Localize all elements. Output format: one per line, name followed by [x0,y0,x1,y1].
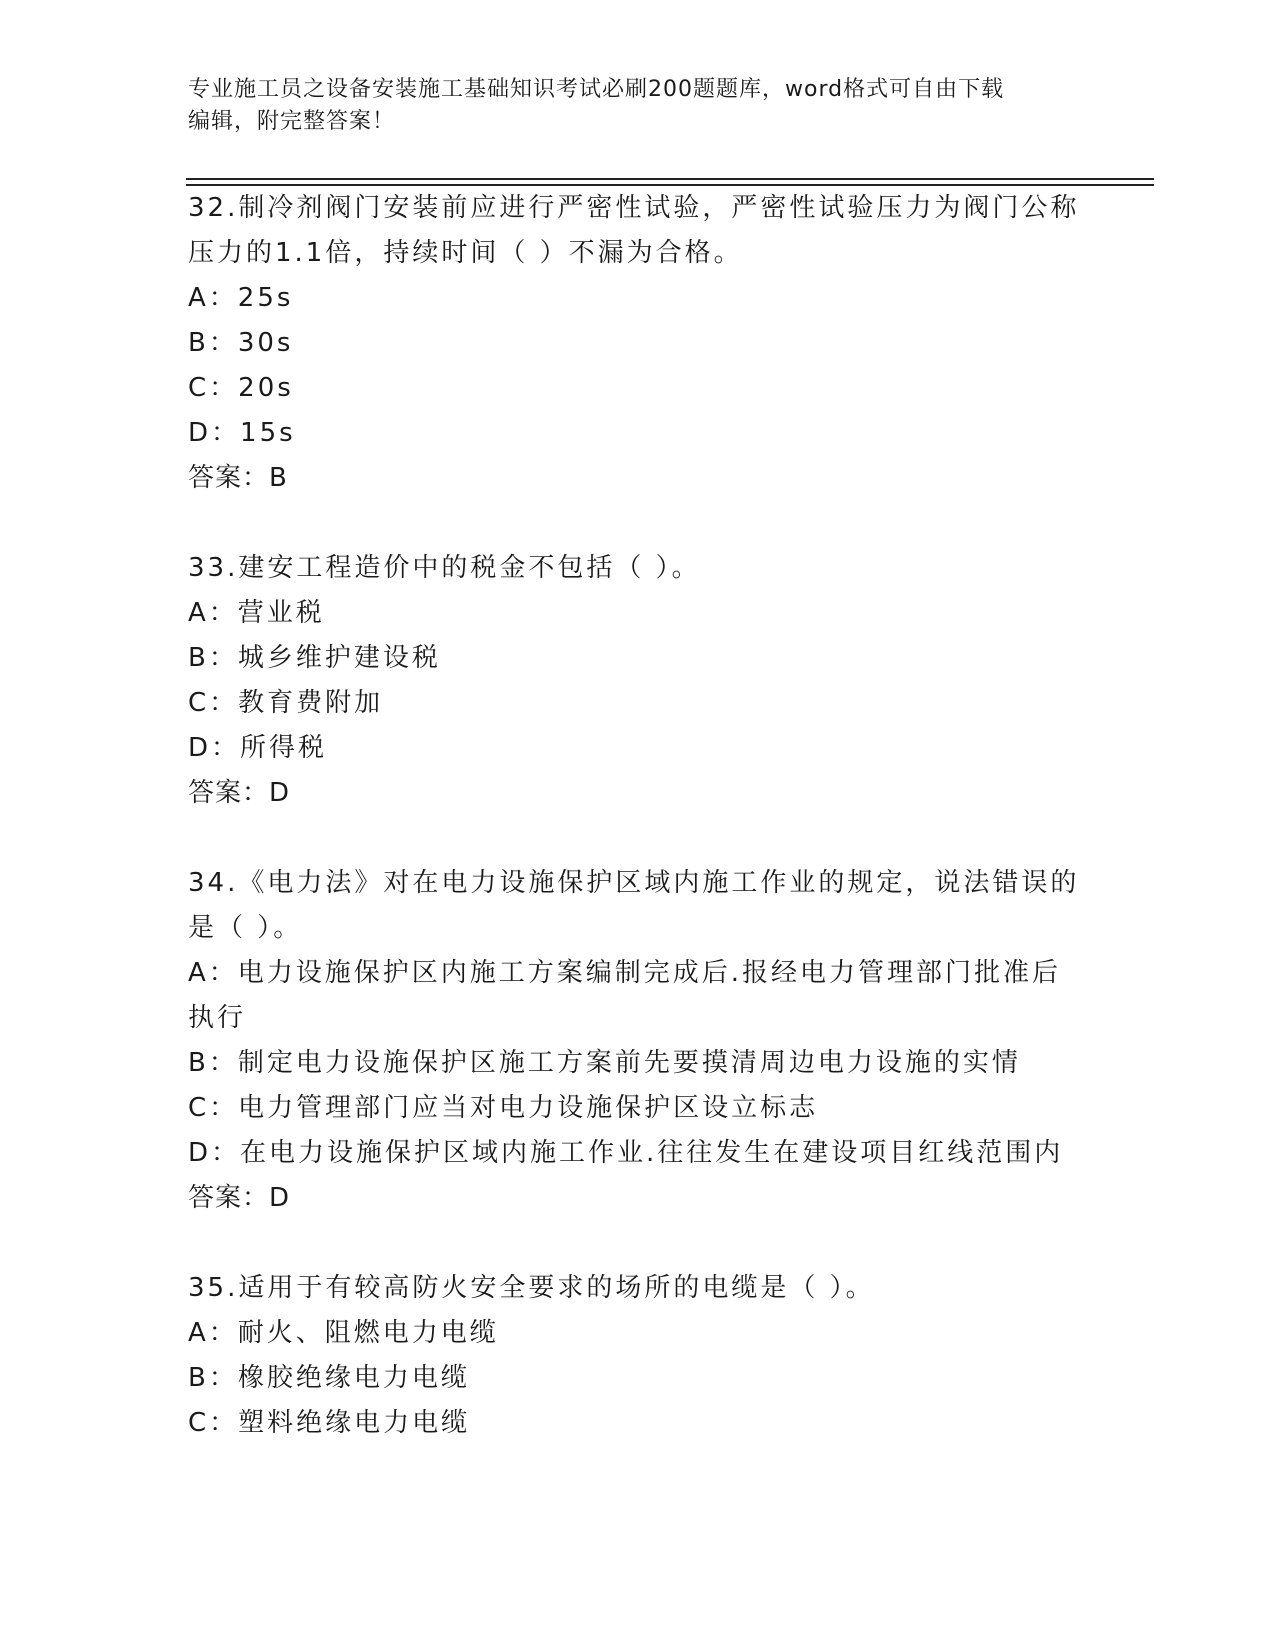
option-c: C：教育费附加 [188,688,384,718]
option-d: D：在电力设施保护区域内施工作业.往往发生在建设项目红线范围内 [188,1138,1064,1168]
option-a: A：营业税 [188,598,325,628]
question-stem: 32.制冷剂阀门安装前应进行严密性试验，严密性试验压力为阀门公称 [188,193,1080,223]
option-b: B：制定电力设施保护区施工方案前先要摸清周边电力设施的实情 [188,1048,1021,1078]
question-stem: 35.适用于有较高防火安全要求的场所的电缆是（ ）。 [188,1273,875,1303]
question-32 [188,186,1088,501]
answer: 答案：D [188,778,291,808]
question-stem: 压力的1.1倍，持续时间（ ）不漏为合格。 [188,238,743,268]
option-c: C：电力管理部门应当对电力设施保护区设立标志 [188,1093,819,1123]
question-stem: 是（ ）。 [188,913,303,943]
option-a: A：电力设施保护区内施工方案编制完成后.报经电力管理部门批准后 [188,958,1062,988]
option-b: B：30s [188,328,294,358]
header-divider-top [186,178,1154,180]
option-a: A：耐火、阻燃电力电缆 [188,1318,499,1348]
question-stem: 33.建安工程造价中的税金不包括（ ）。 [188,553,701,583]
question-35 [188,1266,1088,1446]
option-a: A：25s [188,283,294,313]
question-33 [188,546,1088,816]
header-line-2: 编辑，附完整答案！ [188,109,396,134]
header-line-1: 专业施工员之设备安装施工基础知识考试必刷200题题库，word格式可自由下载 [188,77,1005,102]
option-b: B：橡胶绝缘电力电缆 [188,1363,470,1393]
option-d: D：15s [188,418,296,448]
option-a-continued: 执行 [188,1003,247,1033]
question-34 [188,861,1088,1221]
answer: 答案：D [188,1183,291,1213]
option-d: D：所得税 [188,733,328,763]
document-header [188,74,1068,138]
option-b: B：城乡维护建设税 [188,643,441,673]
option-c: C：20s [188,373,294,403]
option-c: C：塑料绝缘电力电缆 [188,1408,471,1438]
answer: 答案：B [188,463,288,493]
question-stem: 34.《电力法》对在电力设施保护区域内施工作业的规定，说法错误的 [188,868,1080,898]
